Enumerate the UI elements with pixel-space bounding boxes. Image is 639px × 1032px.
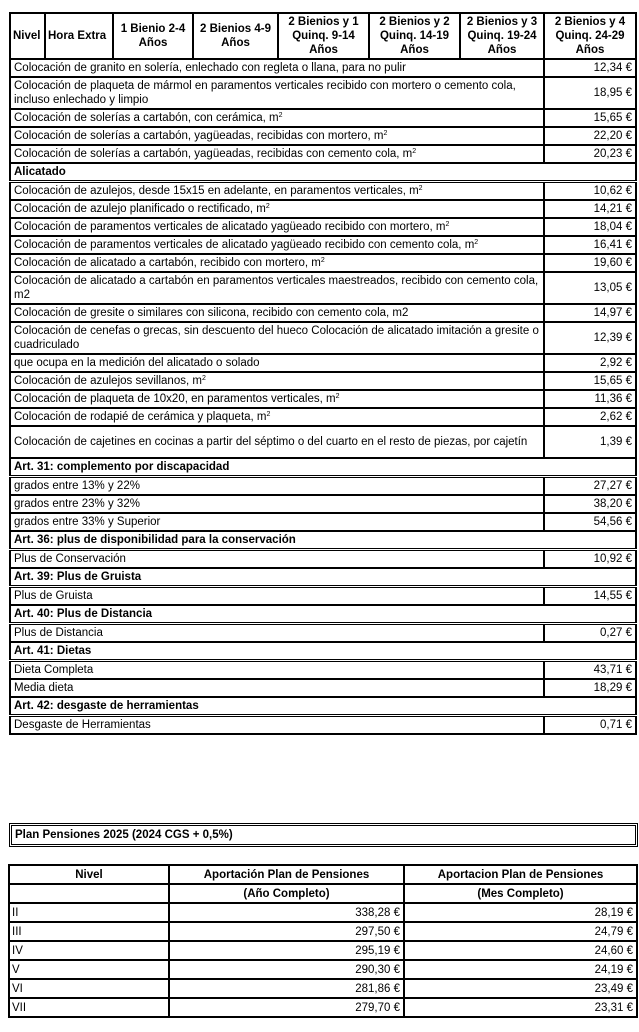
row-value: 18,29 € [544, 679, 636, 697]
row-description-text: Colocación de solerías a cartabón, con cerámica, m [14, 112, 279, 124]
row-description-text: Colocación de azulejos sevillanos, m [14, 375, 202, 387]
row-value: 20,23 € [544, 145, 636, 163]
row-description-text: Colocación de rodapié de cerámica y plaqueta, m [14, 411, 267, 423]
salary-table-container [9, 12, 635, 735]
table-row [10, 587, 636, 606]
row-value: 15,65 € [544, 109, 636, 127]
row-value: 2,62 € [544, 408, 636, 426]
pension-header-nivel: Nivel [9, 865, 169, 884]
superscript: 2 [412, 148, 417, 155]
salary-header-col-7 [544, 13, 636, 59]
row-description [10, 426, 544, 458]
salary-header-col-0 [10, 13, 45, 59]
pension-nivel: VII [9, 998, 169, 1017]
salary-header-line: 2 Bienios y 1 [288, 16, 359, 28]
row-value: 0,27 € [544, 624, 636, 643]
pension-nivel: IV [9, 941, 169, 960]
table-row [10, 661, 636, 680]
salary-header-line: Años [487, 44, 517, 56]
row-value: 18,95 € [544, 77, 636, 109]
superscript: 2 [445, 221, 450, 228]
row-description [10, 408, 544, 426]
section-title: Art. 31: complemento por discapacidad [10, 458, 636, 477]
table-row [10, 624, 636, 643]
row-description-text: Colocación de gresite o similares con silicona, recibido con cemento cola, m2 [14, 307, 409, 319]
row-description [10, 322, 544, 354]
section-title: Art. 36: plus de disponibilidad para la conservación [10, 531, 636, 550]
pension-table-container [8, 864, 636, 1018]
pension-mensual: 23,31 € [404, 998, 637, 1017]
superscript: 2 [335, 393, 340, 400]
table-row [10, 127, 636, 145]
row-description [10, 354, 544, 372]
table-row [10, 495, 636, 513]
row-value: 54,56 € [544, 513, 636, 531]
row-description [10, 495, 544, 513]
row-description-text: Colocación de plaqueta de 10x20, en paramentos verticales, m [14, 393, 336, 405]
row-description [10, 200, 544, 218]
pension-anual: 281,86 € [169, 979, 404, 998]
pension-subheader-anual: (Año Completo) [169, 884, 404, 903]
row-description-text: Desgaste de Herramientas [14, 719, 151, 731]
pension-anual: 297,50 € [169, 922, 404, 941]
pension-row [9, 941, 637, 960]
row-description-text: que ocupa en la medición del alicatado o solado [14, 357, 260, 369]
pension-nivel: V [9, 960, 169, 979]
row-value: 18,04 € [544, 218, 636, 236]
pension-table-header [9, 865, 637, 884]
pension-mensual: 24,19 € [404, 960, 637, 979]
superscript: 2 [278, 112, 283, 119]
table-row [10, 679, 636, 697]
row-description-text: grados entre 23% y 32% [14, 498, 140, 510]
pension-mensual: 23,49 € [404, 979, 637, 998]
table-row [10, 272, 636, 304]
row-description-text: Colocación de alicatado a cartabón, recibido con mortero, m [14, 257, 321, 269]
row-value: 14,21 € [544, 200, 636, 218]
pension-nivel: II [9, 903, 169, 922]
row-description-text: Plus de Conservación [14, 553, 126, 565]
salary-header-line: Años [221, 37, 250, 49]
row-description [10, 624, 544, 643]
row-value: 14,97 € [544, 304, 636, 322]
superscript: 2 [201, 375, 206, 382]
salary-header-line: 2 Bienios y 4 [554, 16, 626, 28]
salary-header-line: Hora Extra [48, 30, 107, 42]
section-title: Art. 39: Plus de Gruista [10, 568, 636, 587]
salary-header-line: 2 Bienios y 2 [379, 16, 450, 28]
salary-header-col-6 [460, 13, 544, 59]
row-description [10, 127, 544, 145]
salary-header-line: Quinq. 24-29 [555, 30, 625, 42]
row-description [10, 272, 544, 304]
pension-subheader-nivel [9, 884, 169, 903]
row-description-text: Colocación de azulejo planificado o rectificado, m [14, 203, 266, 215]
row-description [10, 218, 544, 236]
row-description-text: Plus de Distancia [14, 627, 103, 639]
section-title: Art. 41: Dietas [10, 642, 636, 661]
salary-header-line: Quinq. 14-19 [379, 30, 450, 42]
row-description [10, 513, 544, 531]
row-description [10, 236, 544, 254]
pension-row [9, 922, 637, 941]
superscript: 2 [265, 203, 270, 210]
row-description-text: Colocación de solerías a cartabón, yagüeadas, recibidas con cemento cola, m [14, 148, 413, 160]
superscript: 2 [418, 185, 423, 192]
row-description-text: grados entre 33% y Superior [14, 516, 161, 528]
table-row [10, 254, 636, 272]
salary-header-col-3 [193, 13, 278, 59]
table-row [10, 182, 636, 201]
salary-header-line: Años [400, 44, 429, 56]
row-description-text: Colocación de cajetines en cocinas a partir del séptimo o del cuarto en el resto de piezas, por cajetín [14, 436, 528, 448]
row-value: 38,20 € [544, 495, 636, 513]
section-title: Art. 42: desgaste de herramientas [10, 697, 636, 716]
pension-mensual: 24,60 € [404, 941, 637, 960]
pension-row [9, 979, 637, 998]
table-row [10, 426, 636, 458]
table-row [10, 390, 636, 408]
row-value: 19,60 € [544, 254, 636, 272]
pension-anual: 279,70 € [169, 998, 404, 1017]
table-row [10, 218, 636, 236]
row-description-text: Colocación de plaqueta de mármol en paramentos verticales recibido con mortero o cemento cola, incluso enlechado y limpio [14, 80, 516, 106]
salary-header-line: Quinq. 9-14 [292, 30, 355, 42]
row-value: 12,39 € [544, 322, 636, 354]
salary-header-col-4 [278, 13, 369, 59]
table-row [10, 408, 636, 426]
salary-table-body [10, 59, 636, 734]
table-row [10, 354, 636, 372]
table-row [10, 513, 636, 531]
section-header-row [10, 458, 636, 477]
row-description-text: Colocación de paramentos verticales de alicatado yagüeado recibido con mortero, m [14, 221, 446, 233]
salary-header-line: 1 Bienio 2-4 [120, 23, 186, 35]
pension-anual: 295,19 € [169, 941, 404, 960]
salary-header-line: Años [309, 44, 338, 56]
row-description [10, 477, 544, 496]
row-description-text: Dieta Completa [14, 664, 94, 676]
row-value: 10,62 € [544, 182, 636, 201]
salary-header-line: 2 Bienios 4-9 [200, 23, 271, 35]
section-header-row [10, 163, 636, 182]
section-header-row [10, 642, 636, 661]
salary-header-col-1 [45, 13, 113, 59]
superscript: 2 [320, 257, 325, 264]
salary-header-line: 2 Bienios y 3 [466, 16, 538, 28]
row-description-text: Colocación de alicatado a cartabón en paramentos verticales maestreados, recibido con cemento cola, m2 [14, 275, 539, 301]
row-value: 1,39 € [544, 426, 636, 458]
table-row [10, 200, 636, 218]
salary-table-header [10, 13, 636, 59]
row-description-text: Colocación de paramentos verticales de alicatado yagüeado recibido con cemento cola, m [14, 239, 475, 251]
pension-nivel: III [9, 922, 169, 941]
salary-header-line: Nivel [13, 30, 41, 42]
section-header-row [10, 697, 636, 716]
row-description-text: Colocación de granito en solería, enlechado con regleta o llana, para no pulir [14, 62, 406, 74]
row-description [10, 59, 544, 77]
superscript: 2 [474, 239, 479, 246]
row-description [10, 77, 544, 109]
section-header-row [10, 531, 636, 550]
section-header-row [10, 605, 636, 624]
row-value: 12,34 € [544, 59, 636, 77]
row-description-text: Colocación de cenefas o grecas, sin descuento del hueco Colocación de alicatado imitación a gresite o cuadriculado [14, 325, 539, 351]
row-description [10, 587, 544, 606]
table-row [10, 716, 636, 735]
plan-pensiones-title: Plan Pensiones 2025 (2024 CGS + 0,5%) [9, 823, 638, 847]
table-row [10, 372, 636, 390]
pension-nivel: VI [9, 979, 169, 998]
row-description-text: Media dieta [14, 682, 74, 694]
superscript: 2 [266, 411, 271, 418]
row-description-text: grados entre 13% y 22% [14, 480, 140, 492]
pension-row [9, 903, 637, 922]
row-description [10, 304, 544, 322]
section-title: Art. 40: Plus de Distancia [10, 605, 636, 624]
pension-row [9, 960, 637, 979]
row-value: 10,92 € [544, 550, 636, 569]
pension-anual: 338,28 € [169, 903, 404, 922]
pension-mensual: 28,19 € [404, 903, 637, 922]
pension-row [9, 998, 637, 1017]
table-row [10, 477, 636, 496]
salary-header-line: Quinq. 19-24 [467, 30, 537, 42]
salary-header-line: Años [575, 44, 605, 56]
row-description [10, 372, 544, 390]
row-description [10, 182, 544, 201]
row-description [10, 716, 544, 735]
table-row [10, 236, 636, 254]
row-description [10, 145, 544, 163]
row-description-text: Colocación de solerías a cartabón, yagüeadas, recibidas con mortero, m [14, 130, 384, 142]
pension-table [8, 864, 638, 1018]
row-value: 11,36 € [544, 390, 636, 408]
superscript: 2 [383, 130, 388, 137]
pension-header-mensual: Aportacion Plan de Pensiones [404, 865, 637, 884]
row-description-text: Plus de Gruista [14, 590, 93, 602]
row-description [10, 390, 544, 408]
table-row [10, 59, 636, 77]
salary-header-col-2 [113, 13, 193, 59]
row-description [10, 550, 544, 569]
table-row [10, 304, 636, 322]
row-value: 14,55 € [544, 587, 636, 606]
table-row [10, 322, 636, 354]
row-description-text: Colocación de azulejos, desde 15x15 en adelante, en paramentos verticales, m [14, 185, 419, 197]
section-title: Alicatado [10, 163, 636, 182]
table-row [10, 550, 636, 569]
pension-table-subheader [9, 884, 637, 903]
pension-mensual: 24,79 € [404, 922, 637, 941]
section-header-row [10, 568, 636, 587]
pension-table-body [9, 903, 637, 1017]
row-value: 27,27 € [544, 477, 636, 496]
row-description [10, 661, 544, 680]
row-description [10, 254, 544, 272]
row-value: 2,92 € [544, 354, 636, 372]
pension-anual: 290,30 € [169, 960, 404, 979]
salary-table [9, 12, 637, 735]
pension-header-anual: Aportación Plan de Pensiones [169, 865, 404, 884]
row-value: 0,71 € [544, 716, 636, 735]
row-value: 16,41 € [544, 236, 636, 254]
pension-subheader-mensual: (Mes Completo) [404, 884, 637, 903]
row-value: 43,71 € [544, 661, 636, 680]
row-description [10, 109, 544, 127]
row-description [10, 679, 544, 697]
table-row [10, 109, 636, 127]
row-value: 13,05 € [544, 272, 636, 304]
table-row [10, 77, 636, 109]
row-value: 22,20 € [544, 127, 636, 145]
salary-header-col-5 [369, 13, 460, 59]
table-row [10, 145, 636, 163]
salary-header-line: Años [138, 37, 168, 49]
row-value: 15,65 € [544, 372, 636, 390]
